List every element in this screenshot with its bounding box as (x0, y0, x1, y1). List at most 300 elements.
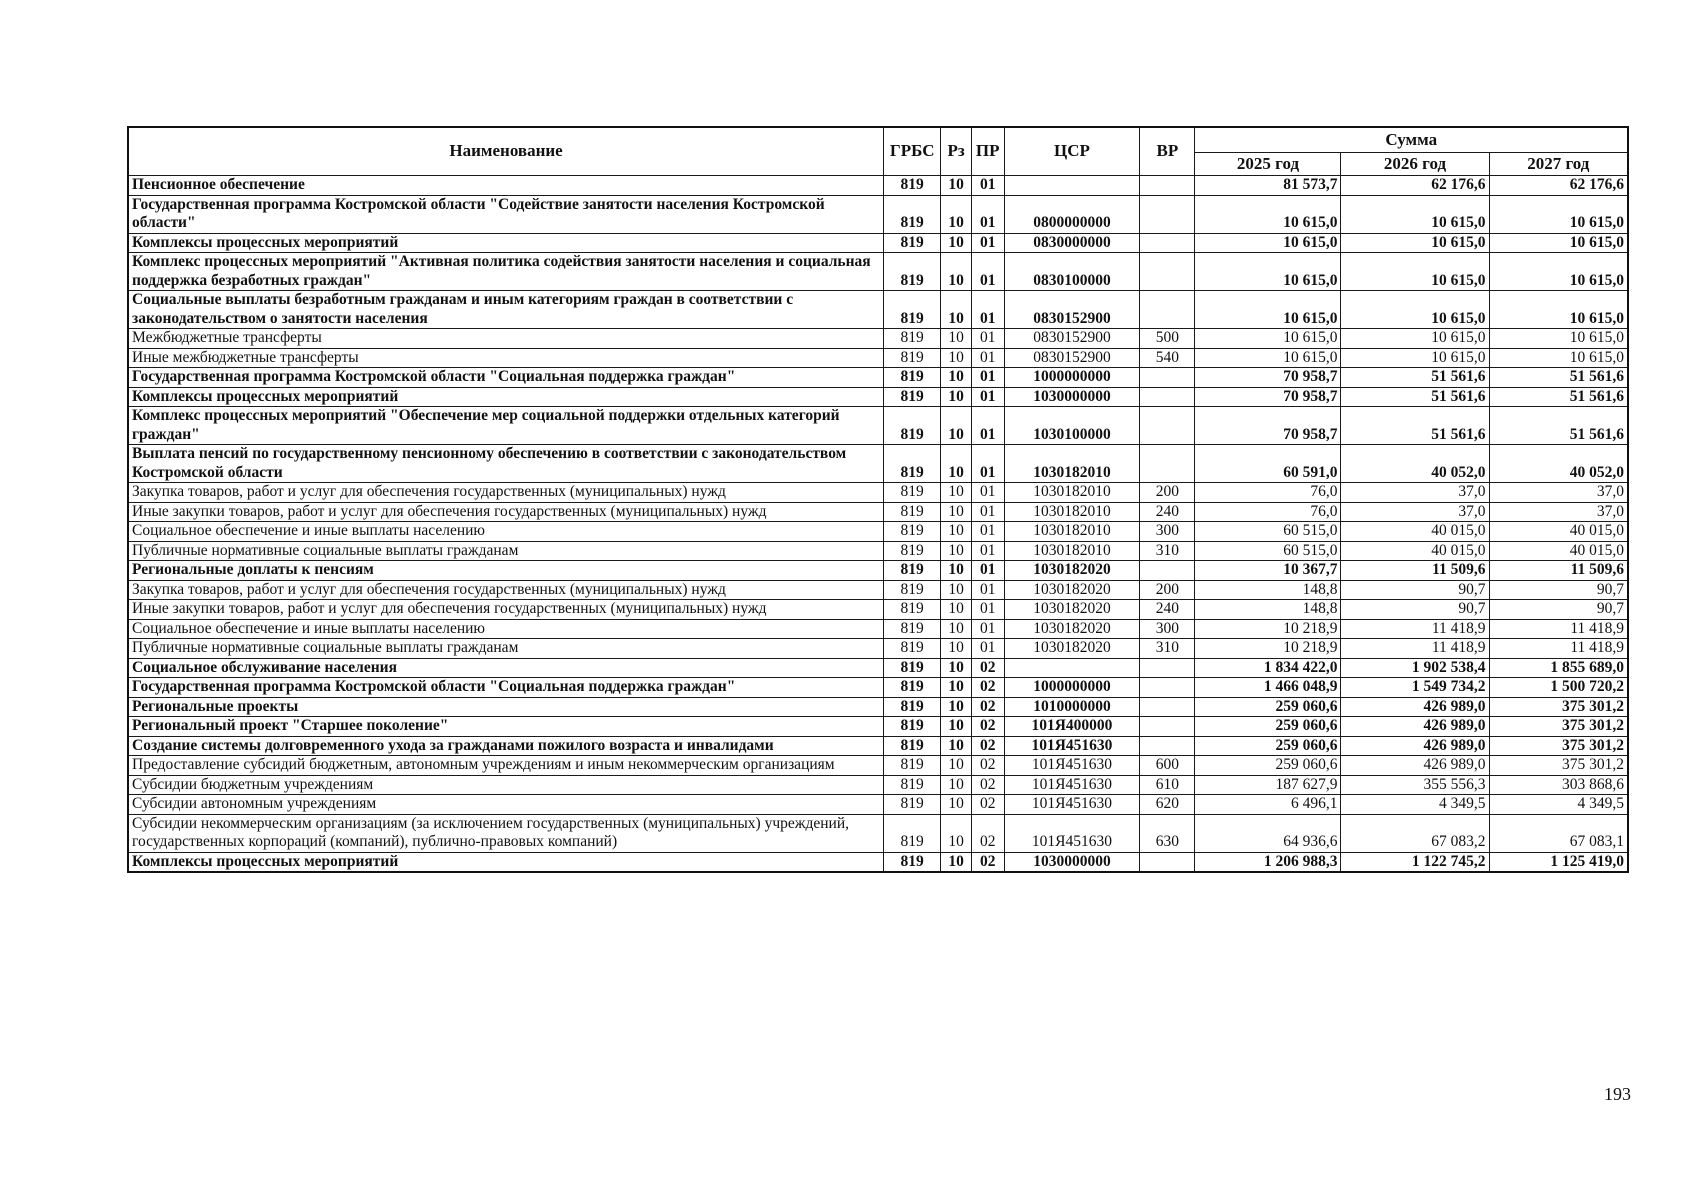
cell-vr (1140, 233, 1195, 253)
cell-2027: 40 015,0 (1489, 522, 1628, 542)
cell-2025: 64 936,6 (1195, 814, 1341, 852)
cell-rz: 10 (941, 697, 972, 717)
col-header-csr: ЦСР (1004, 127, 1140, 176)
cell-name: Субсидии бюджетным учреждениям (128, 775, 884, 795)
col-header-2025: 2025 год (1195, 153, 1341, 176)
cell-vr (1140, 658, 1195, 678)
cell-csr (1004, 176, 1140, 196)
table-row (128, 329, 1628, 349)
cell-pr: 01 (971, 619, 1004, 639)
cell-2025: 1 206 988,3 (1195, 852, 1341, 872)
col-header-2027: 2027 год (1489, 153, 1628, 176)
cell-grbs: 819 (884, 697, 941, 717)
cell-rz: 10 (941, 483, 972, 503)
cell-2027: 375 301,2 (1489, 736, 1628, 756)
cell-2025: 60 515,0 (1195, 522, 1341, 542)
cell-name: Социальное обеспечение и иные выплаты населению (128, 522, 884, 542)
cell-csr: 1030182010 (1004, 502, 1140, 522)
cell-2026: 10 615,0 (1341, 348, 1489, 368)
cell-2027: 375 301,2 (1489, 697, 1628, 717)
cell-2027: 11 418,9 (1489, 639, 1628, 659)
cell-vr (1140, 253, 1195, 291)
cell-grbs: 819 (884, 445, 941, 483)
cell-rz: 10 (941, 658, 972, 678)
cell-pr: 01 (971, 291, 1004, 329)
cell-pr: 01 (971, 483, 1004, 503)
cell-name: Государственная программа Костромской области "Социальная поддержка граждан" (128, 678, 884, 698)
cell-csr: 0830152900 (1004, 329, 1140, 349)
cell-pr: 01 (971, 541, 1004, 561)
cell-name: Комплекс процессных мероприятий "Активная политика содействия занятости населения и социальная поддержка безработных граждан" (128, 253, 884, 291)
cell-rz: 10 (941, 253, 972, 291)
cell-2027: 303 868,6 (1489, 775, 1628, 795)
cell-2026: 11 418,9 (1341, 639, 1489, 659)
cell-vr: 600 (1140, 756, 1195, 776)
cell-grbs: 819 (884, 678, 941, 698)
cell-name: Комплекс процессных мероприятий "Обеспечение мер социальной поддержки отдельных категорий граждан" (128, 407, 884, 445)
cell-vr (1140, 736, 1195, 756)
table-row (128, 348, 1628, 368)
cell-rz: 10 (941, 756, 972, 776)
cell-2026: 37,0 (1341, 483, 1489, 503)
cell-name: Иные закупки товаров, работ и услуг для обеспечения государственных (муниципальных) нужд (128, 502, 884, 522)
cell-csr: 1010000000 (1004, 697, 1140, 717)
cell-vr (1140, 678, 1195, 698)
cell-vr (1140, 852, 1195, 872)
cell-grbs: 819 (884, 253, 941, 291)
cell-vr: 310 (1140, 639, 1195, 659)
cell-pr: 01 (971, 600, 1004, 620)
cell-2027: 40 015,0 (1489, 541, 1628, 561)
table-row (128, 600, 1628, 620)
cell-vr (1140, 697, 1195, 717)
cell-2025: 148,8 (1195, 600, 1341, 620)
cell-2025: 81 573,7 (1195, 176, 1341, 196)
table-row (128, 639, 1628, 659)
col-header-rz: Рз (941, 127, 972, 176)
cell-pr: 02 (971, 852, 1004, 872)
cell-2027: 1 125 419,0 (1489, 852, 1628, 872)
cell-rz: 10 (941, 600, 972, 620)
cell-2025: 148,8 (1195, 580, 1341, 600)
cell-2026: 37,0 (1341, 502, 1489, 522)
cell-name: Социальное обеспечение и иные выплаты населению (128, 619, 884, 639)
cell-2025: 259 060,6 (1195, 717, 1341, 737)
cell-grbs: 819 (884, 561, 941, 581)
cell-rz: 10 (941, 561, 972, 581)
table-row (128, 678, 1628, 698)
cell-2027: 90,7 (1489, 580, 1628, 600)
cell-csr: 0830152900 (1004, 291, 1140, 329)
cell-rz: 10 (941, 522, 972, 542)
cell-2027: 11 509,6 (1489, 561, 1628, 581)
cell-csr: 0830100000 (1004, 253, 1140, 291)
cell-pr: 01 (971, 329, 1004, 349)
cell-2025: 76,0 (1195, 483, 1341, 503)
cell-2026: 355 556,3 (1341, 775, 1489, 795)
cell-name: Субсидии некоммерческим организациям (за исключением государственных (муниципальных) учреждений, государственных корпораций (компаний), публично-правовых компаний) (128, 814, 884, 852)
cell-rz: 10 (941, 445, 972, 483)
cell-2026: 426 989,0 (1341, 756, 1489, 776)
col-header-2026: 2026 год (1341, 153, 1489, 176)
cell-pr: 02 (971, 697, 1004, 717)
cell-name: Предоставление субсидий бюджетным, автономным учреждениям и иным некоммерческим организациям (128, 756, 884, 776)
cell-2027: 4 349,5 (1489, 795, 1628, 815)
cell-csr: 1030182010 (1004, 541, 1140, 561)
cell-grbs: 819 (884, 775, 941, 795)
cell-2027: 90,7 (1489, 600, 1628, 620)
cell-2025: 10 615,0 (1195, 233, 1341, 253)
cell-pr: 01 (971, 561, 1004, 581)
cell-pr: 02 (971, 756, 1004, 776)
cell-2026: 426 989,0 (1341, 736, 1489, 756)
page-number: 193 (1604, 1084, 1631, 1104)
table-row (128, 736, 1628, 756)
cell-2026: 1 902 538,4 (1341, 658, 1489, 678)
cell-2027: 37,0 (1489, 502, 1628, 522)
cell-2025: 10 218,9 (1195, 619, 1341, 639)
cell-csr: 1030000000 (1004, 852, 1140, 872)
cell-rz: 10 (941, 368, 972, 388)
table-row (128, 522, 1628, 542)
table-row (128, 368, 1628, 388)
cell-2026: 51 561,6 (1341, 407, 1489, 445)
cell-grbs: 819 (884, 756, 941, 776)
cell-rz: 10 (941, 176, 972, 196)
col-header-grbs: ГРБС (884, 127, 941, 176)
table-row (128, 697, 1628, 717)
cell-csr: 1030182020 (1004, 639, 1140, 659)
cell-pr: 01 (971, 195, 1004, 233)
cell-rz: 10 (941, 678, 972, 698)
cell-pr: 01 (971, 407, 1004, 445)
cell-pr: 02 (971, 736, 1004, 756)
cell-vr: 540 (1140, 348, 1195, 368)
cell-csr: 0800000000 (1004, 195, 1140, 233)
cell-2026: 1 549 734,2 (1341, 678, 1489, 698)
cell-grbs: 819 (884, 407, 941, 445)
cell-csr: 0830152900 (1004, 348, 1140, 368)
cell-csr: 1030100000 (1004, 407, 1140, 445)
cell-rz: 10 (941, 717, 972, 737)
cell-grbs: 819 (884, 291, 941, 329)
cell-grbs: 819 (884, 658, 941, 678)
col-header-pr: ПР (971, 127, 1004, 176)
cell-csr (1004, 658, 1140, 678)
cell-csr: 1030182010 (1004, 445, 1140, 483)
cell-name: Социальные выплаты безработным гражданам и иным категориям граждан в соответствии с законодательством о занятости населения (128, 291, 884, 329)
cell-2026: 10 615,0 (1341, 253, 1489, 291)
cell-2027: 37,0 (1489, 483, 1628, 503)
cell-grbs: 819 (884, 176, 941, 196)
cell-2025: 187 627,9 (1195, 775, 1341, 795)
cell-csr: 1030182020 (1004, 580, 1140, 600)
cell-2026: 10 615,0 (1341, 233, 1489, 253)
cell-grbs: 819 (884, 619, 941, 639)
cell-2027: 10 615,0 (1489, 253, 1628, 291)
cell-2026: 10 615,0 (1341, 291, 1489, 329)
cell-2027: 10 615,0 (1489, 329, 1628, 349)
cell-2025: 259 060,6 (1195, 756, 1341, 776)
cell-rz: 10 (941, 775, 972, 795)
cell-pr: 02 (971, 814, 1004, 852)
cell-name: Публичные нормативные социальные выплаты гражданам (128, 541, 884, 561)
cell-pr: 02 (971, 678, 1004, 698)
table-row (128, 253, 1628, 291)
cell-rz: 10 (941, 387, 972, 407)
table-row (128, 561, 1628, 581)
cell-csr: 101Я400000 (1004, 717, 1140, 737)
cell-rz: 10 (941, 619, 972, 639)
cell-2027: 11 418,9 (1489, 619, 1628, 639)
table-row (128, 445, 1628, 483)
table-row (128, 658, 1628, 678)
table-row (128, 195, 1628, 233)
cell-vr: 300 (1140, 522, 1195, 542)
cell-2025: 60 591,0 (1195, 445, 1341, 483)
cell-grbs: 819 (884, 195, 941, 233)
cell-name: Выплата пенсий по государственному пенсионному обеспечению в соответствии с законодательством Костромской области (128, 445, 884, 483)
cell-grbs: 819 (884, 600, 941, 620)
cell-pr: 02 (971, 795, 1004, 815)
col-header-sum: Сумма (1195, 127, 1628, 153)
cell-pr: 01 (971, 253, 1004, 291)
cell-vr (1140, 387, 1195, 407)
cell-2026: 426 989,0 (1341, 697, 1489, 717)
cell-2027: 10 615,0 (1489, 348, 1628, 368)
cell-name: Региональный проект "Старшее поколение" (128, 717, 884, 737)
cell-2026: 90,7 (1341, 580, 1489, 600)
cell-vr: 200 (1140, 483, 1195, 503)
cell-2025: 60 515,0 (1195, 541, 1341, 561)
budget-table-sheet (127, 126, 1629, 873)
cell-2025: 10 615,0 (1195, 195, 1341, 233)
cell-2025: 70 958,7 (1195, 387, 1341, 407)
col-header-name: Наименование (128, 127, 884, 176)
cell-csr: 101Я451630 (1004, 795, 1140, 815)
table-row (128, 176, 1628, 196)
cell-2026: 51 561,6 (1341, 387, 1489, 407)
cell-2027: 375 301,2 (1489, 717, 1628, 737)
cell-pr: 01 (971, 522, 1004, 542)
cell-2027: 375 301,2 (1489, 756, 1628, 776)
cell-vr: 500 (1140, 329, 1195, 349)
table-row (128, 541, 1628, 561)
cell-name: Межбюджетные трансферты (128, 329, 884, 349)
table-body (128, 176, 1628, 873)
cell-csr: 1030000000 (1004, 387, 1140, 407)
cell-csr: 1030182020 (1004, 561, 1140, 581)
cell-rz: 10 (941, 795, 972, 815)
cell-grbs: 819 (884, 329, 941, 349)
cell-pr: 01 (971, 387, 1004, 407)
cell-2026: 10 615,0 (1341, 329, 1489, 349)
cell-name: Закупка товаров, работ и услуг для обеспечения государственных (муниципальных) нужд (128, 580, 884, 600)
cell-csr: 0830000000 (1004, 233, 1140, 253)
cell-csr: 1030182020 (1004, 619, 1140, 639)
cell-2026: 51 561,6 (1341, 368, 1489, 388)
cell-pr: 01 (971, 348, 1004, 368)
budget-table (127, 126, 1629, 873)
cell-csr: 1030182010 (1004, 522, 1140, 542)
cell-2026: 90,7 (1341, 600, 1489, 620)
table-row (128, 291, 1628, 329)
table-row (128, 775, 1628, 795)
cell-pr: 01 (971, 176, 1004, 196)
cell-grbs: 819 (884, 233, 941, 253)
cell-name: Государственная программа Костромской области "Социальная поддержка граждан" (128, 368, 884, 388)
cell-grbs: 819 (884, 502, 941, 522)
cell-rz: 10 (941, 407, 972, 445)
cell-2027: 51 561,6 (1489, 407, 1628, 445)
cell-2025: 70 958,7 (1195, 407, 1341, 445)
cell-grbs: 819 (884, 522, 941, 542)
cell-pr: 01 (971, 233, 1004, 253)
cell-name: Социальное обслуживание населения (128, 658, 884, 678)
cell-name: Публичные нормативные социальные выплаты гражданам (128, 639, 884, 659)
cell-pr: 01 (971, 580, 1004, 600)
cell-vr: 610 (1140, 775, 1195, 795)
cell-vr: 620 (1140, 795, 1195, 815)
cell-grbs: 819 (884, 852, 941, 872)
cell-rz: 10 (941, 541, 972, 561)
cell-name: Создание системы долговременного ухода за гражданами пожилого возраста и инвалидами (128, 736, 884, 756)
cell-2027: 67 083,1 (1489, 814, 1628, 852)
table-row (128, 756, 1628, 776)
table-row (128, 387, 1628, 407)
table-row (128, 619, 1628, 639)
cell-name: Региональные проекты (128, 697, 884, 717)
cell-rz: 10 (941, 502, 972, 522)
cell-grbs: 819 (884, 639, 941, 659)
cell-vr (1140, 291, 1195, 329)
cell-csr: 1000000000 (1004, 368, 1140, 388)
cell-name: Субсидии автономным учреждениям (128, 795, 884, 815)
cell-rz: 10 (941, 233, 972, 253)
cell-grbs: 819 (884, 348, 941, 368)
cell-2025: 10 615,0 (1195, 348, 1341, 368)
cell-2027: 1 500 720,2 (1489, 678, 1628, 698)
cell-rz: 10 (941, 814, 972, 852)
cell-name: Региональные доплаты к пенсиям (128, 561, 884, 581)
cell-name: Комплексы процессных мероприятий (128, 233, 884, 253)
table-row (128, 717, 1628, 737)
cell-csr: 1030182010 (1004, 483, 1140, 503)
cell-grbs: 819 (884, 717, 941, 737)
cell-grbs: 819 (884, 483, 941, 503)
cell-2026: 11 418,9 (1341, 619, 1489, 639)
cell-rz: 10 (941, 852, 972, 872)
cell-name: Государственная программа Костромской области "Содействие занятости населения Костромской области" (128, 195, 884, 233)
cell-2026: 11 509,6 (1341, 561, 1489, 581)
cell-csr: 1000000000 (1004, 678, 1140, 698)
cell-pr: 01 (971, 502, 1004, 522)
cell-vr: 240 (1140, 502, 1195, 522)
cell-2026: 426 989,0 (1341, 717, 1489, 737)
cell-grbs: 819 (884, 368, 941, 388)
table-row (128, 407, 1628, 445)
cell-pr: 02 (971, 717, 1004, 737)
cell-2026: 40 015,0 (1341, 522, 1489, 542)
cell-vr: 310 (1140, 541, 1195, 561)
cell-name: Иные межбюджетные трансферты (128, 348, 884, 368)
cell-2025: 70 958,7 (1195, 368, 1341, 388)
cell-pr: 01 (971, 368, 1004, 388)
cell-2027: 40 052,0 (1489, 445, 1628, 483)
cell-2026: 40 015,0 (1341, 541, 1489, 561)
cell-csr: 101Я451630 (1004, 775, 1140, 795)
cell-2025: 1 834 422,0 (1195, 658, 1341, 678)
cell-name: Пенсионное обеспечение (128, 176, 884, 196)
cell-2025: 6 496,1 (1195, 795, 1341, 815)
cell-grbs: 819 (884, 736, 941, 756)
cell-csr: 101Я451630 (1004, 814, 1140, 852)
cell-2027: 51 561,6 (1489, 387, 1628, 407)
cell-vr: 300 (1140, 619, 1195, 639)
cell-name: Закупка товаров, работ и услуг для обеспечения государственных (муниципальных) нужд (128, 483, 884, 503)
cell-2026: 1 122 745,2 (1341, 852, 1489, 872)
cell-grbs: 819 (884, 580, 941, 600)
cell-rz: 10 (941, 736, 972, 756)
cell-csr: 101Я451630 (1004, 756, 1140, 776)
cell-2025: 259 060,6 (1195, 697, 1341, 717)
cell-2026: 40 052,0 (1341, 445, 1489, 483)
cell-vr (1140, 176, 1195, 196)
cell-grbs: 819 (884, 387, 941, 407)
cell-2027: 51 561,6 (1489, 368, 1628, 388)
cell-2025: 76,0 (1195, 502, 1341, 522)
cell-grbs: 819 (884, 541, 941, 561)
cell-rz: 10 (941, 291, 972, 329)
cell-vr: 240 (1140, 600, 1195, 620)
cell-rz: 10 (941, 580, 972, 600)
cell-2025: 10 615,0 (1195, 291, 1341, 329)
cell-2027: 1 855 689,0 (1489, 658, 1628, 678)
cell-pr: 02 (971, 775, 1004, 795)
cell-name: Иные закупки товаров, работ и услуг для обеспечения государственных (муниципальных) нужд (128, 600, 884, 620)
cell-2025: 10 367,7 (1195, 561, 1341, 581)
cell-2025: 259 060,6 (1195, 736, 1341, 756)
cell-2025: 10 615,0 (1195, 253, 1341, 291)
table-row (128, 483, 1628, 503)
cell-rz: 10 (941, 348, 972, 368)
cell-rz: 10 (941, 195, 972, 233)
table-row (128, 502, 1628, 522)
cell-2025: 1 466 048,9 (1195, 678, 1341, 698)
cell-2026: 67 083,2 (1341, 814, 1489, 852)
cell-2027: 10 615,0 (1489, 291, 1628, 329)
table-row (128, 852, 1628, 872)
cell-2026: 62 176,6 (1341, 176, 1489, 196)
cell-2026: 10 615,0 (1341, 195, 1489, 233)
cell-vr (1140, 195, 1195, 233)
table-row (128, 580, 1628, 600)
cell-vr (1140, 368, 1195, 388)
table-row (128, 233, 1628, 253)
cell-vr (1140, 407, 1195, 445)
cell-vr (1140, 561, 1195, 581)
col-header-vr: ВР (1140, 127, 1195, 176)
table-row (128, 795, 1628, 815)
cell-2027: 10 615,0 (1489, 233, 1628, 253)
cell-vr (1140, 717, 1195, 737)
cell-2025: 10 218,9 (1195, 639, 1341, 659)
cell-2027: 10 615,0 (1489, 195, 1628, 233)
cell-csr: 1030182020 (1004, 600, 1140, 620)
cell-2027: 62 176,6 (1489, 176, 1628, 196)
cell-name: Комплексы процессных мероприятий (128, 852, 884, 872)
cell-vr: 200 (1140, 580, 1195, 600)
